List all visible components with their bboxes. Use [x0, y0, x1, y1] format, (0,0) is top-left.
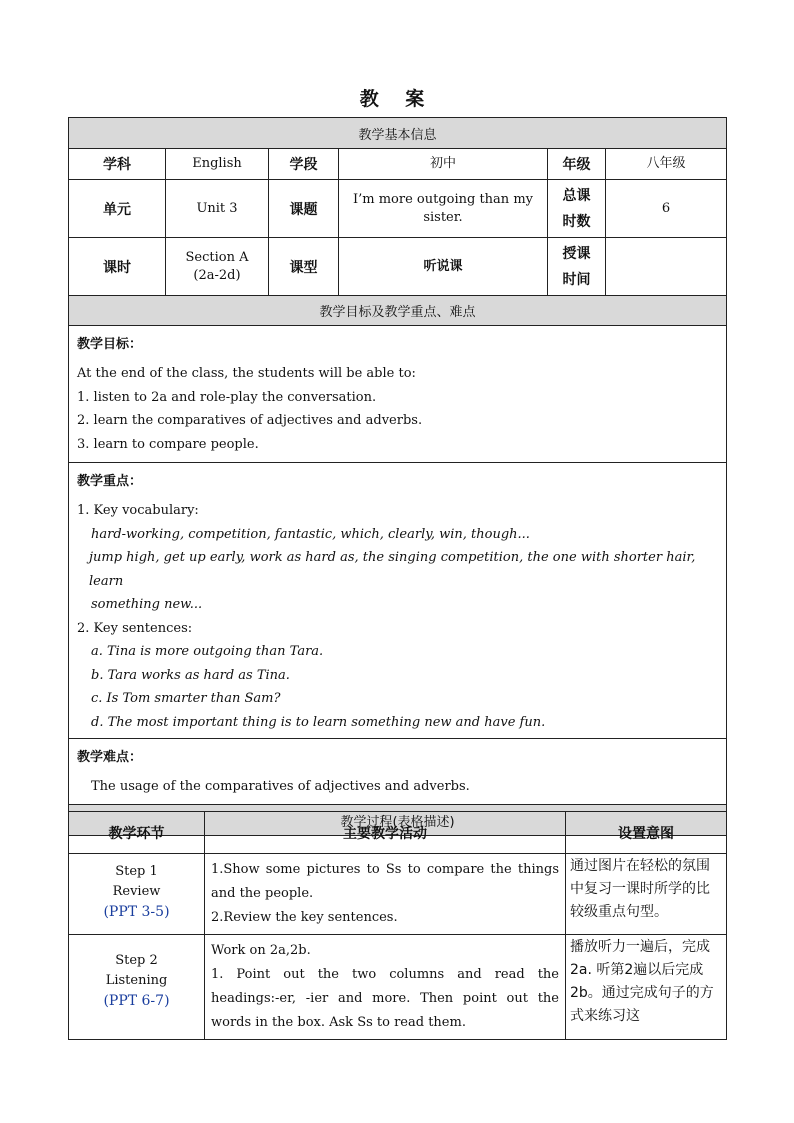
basic-info-header: 教学基本信息 — [69, 118, 727, 149]
total-periods-value: 6 — [606, 180, 727, 238]
key-vocab-line: hard-working, competition, fantastic, which, clearly, win, though... — [91, 526, 530, 542]
goal-line: 1. listen to 2a and role-play the conversation. — [77, 389, 377, 405]
process-header: 教学过程(表格描述) — [69, 805, 727, 836]
difficulties-title: 教学难点： — [77, 750, 143, 765]
difficulties-text: The usage of the comparatives of adjectives and adverbs. — [91, 779, 470, 794]
step-number: Step 2 — [115, 953, 158, 968]
teaching-goals-title: 教学目标： — [77, 337, 143, 352]
activity-line: 1. Point out the two columns and read the headings:-er, -ier and more. Then point out the words in the box. Ask Ss to read them. — [211, 967, 559, 1030]
total-periods-label-line2: 时数 — [562, 213, 591, 230]
key-points-title: 教学重点： — [77, 474, 143, 489]
lesson-plan-table — [68, 117, 727, 836]
activity-line: Work on 2a,2b. — [211, 943, 311, 958]
total-periods-label — [548, 180, 606, 238]
goal-line: 3. learn to compare people. — [77, 436, 259, 452]
step-cell — [69, 935, 205, 1040]
total-periods-label-line1: 总课 — [562, 187, 591, 204]
teaching-time-label-line1: 授课 — [562, 245, 591, 262]
teaching-time-label-line2: 时间 — [562, 271, 591, 288]
process-table — [68, 811, 727, 1040]
teaching-time-value — [606, 238, 727, 296]
col-header-intent: 设置意图 — [566, 812, 727, 854]
goal-line: 2. learn the comparatives of adjectives and adverbs. — [77, 413, 423, 428]
subject-value: English — [166, 149, 269, 180]
period-value — [166, 238, 269, 296]
topic-value: I’m more outgoing than my sister. — [339, 180, 548, 238]
teaching-goals-section — [69, 326, 727, 463]
period-label: 课时 — [69, 238, 166, 296]
key-sentence: c. Is Tom smarter than Sam? — [91, 691, 281, 706]
activity-cell — [205, 854, 566, 935]
stage-value: 初中 — [339, 149, 548, 180]
objectives-header: 教学目标及教学重点、难点 — [69, 296, 727, 326]
step-name: Review — [112, 884, 161, 899]
process-row — [69, 854, 727, 935]
activity-line: 2.Review the key sentences. — [211, 910, 398, 925]
activity-cell — [205, 935, 566, 1040]
key-sentence: b. Tara works as hard as Tina. — [91, 667, 290, 683]
period-value-line1: Section A — [185, 249, 249, 265]
document-title: 教 案 — [359, 88, 435, 110]
col-header-step: 教学环节 — [69, 812, 205, 854]
goal-line: At the end of the class, the students will be able to: — [77, 366, 416, 381]
key-sentence: a. Tina is more outgoing than Tara. — [91, 644, 324, 659]
step-ppt: (PPT 6-7) — [103, 993, 170, 1009]
subject-label: 学科 — [69, 149, 166, 180]
lesson-type-value: 听说课 — [339, 238, 548, 296]
difficulties-section — [69, 739, 727, 805]
stage-label: 学段 — [269, 149, 339, 180]
process-row — [69, 935, 727, 1040]
step-name: Listening — [105, 973, 168, 988]
grade-value: 八年级 — [606, 149, 727, 180]
step-number: Step 1 — [115, 864, 158, 879]
teaching-time-label — [548, 238, 606, 296]
key-points-section — [69, 463, 727, 739]
key-vocab-line: jump high, get up early, work as hard as, the singing competition, the one with shorter hair, learn — [89, 550, 696, 589]
key-vocab-label: 1. Key vocabulary: — [77, 503, 199, 518]
unit-label: 单元 — [69, 180, 166, 238]
lesson-type-label: 课型 — [269, 238, 339, 296]
topic-label: 课题 — [269, 180, 339, 238]
intent-cell — [566, 935, 727, 1040]
activity-line: 1.Show some pictures to Ss to compare the things and the people. — [211, 862, 559, 901]
intent-cell: 通过图片在轻松的氛围中复习一课时所学的比较级重点句型。 — [566, 854, 727, 935]
unit-value: Unit 3 — [166, 180, 269, 238]
intent-text: 播放听力一遍后，完成2a. 听第2遍以后完成2b。通过完成句子的方式来练习这 — [570, 939, 714, 1024]
key-sentences-label: 2. Key sentences: — [77, 620, 193, 636]
key-vocab-line: something new... — [91, 597, 203, 612]
grade-label: 年级 — [548, 149, 606, 180]
step-ppt: (PPT 3-5) — [103, 904, 170, 920]
period-value-line2: (2a-2d) — [193, 267, 241, 283]
col-header-activity: 主要教学活动 — [205, 812, 566, 854]
step-cell — [69, 854, 205, 935]
key-sentence: d. The most important thing is to learn something new and have fun. — [91, 714, 546, 730]
